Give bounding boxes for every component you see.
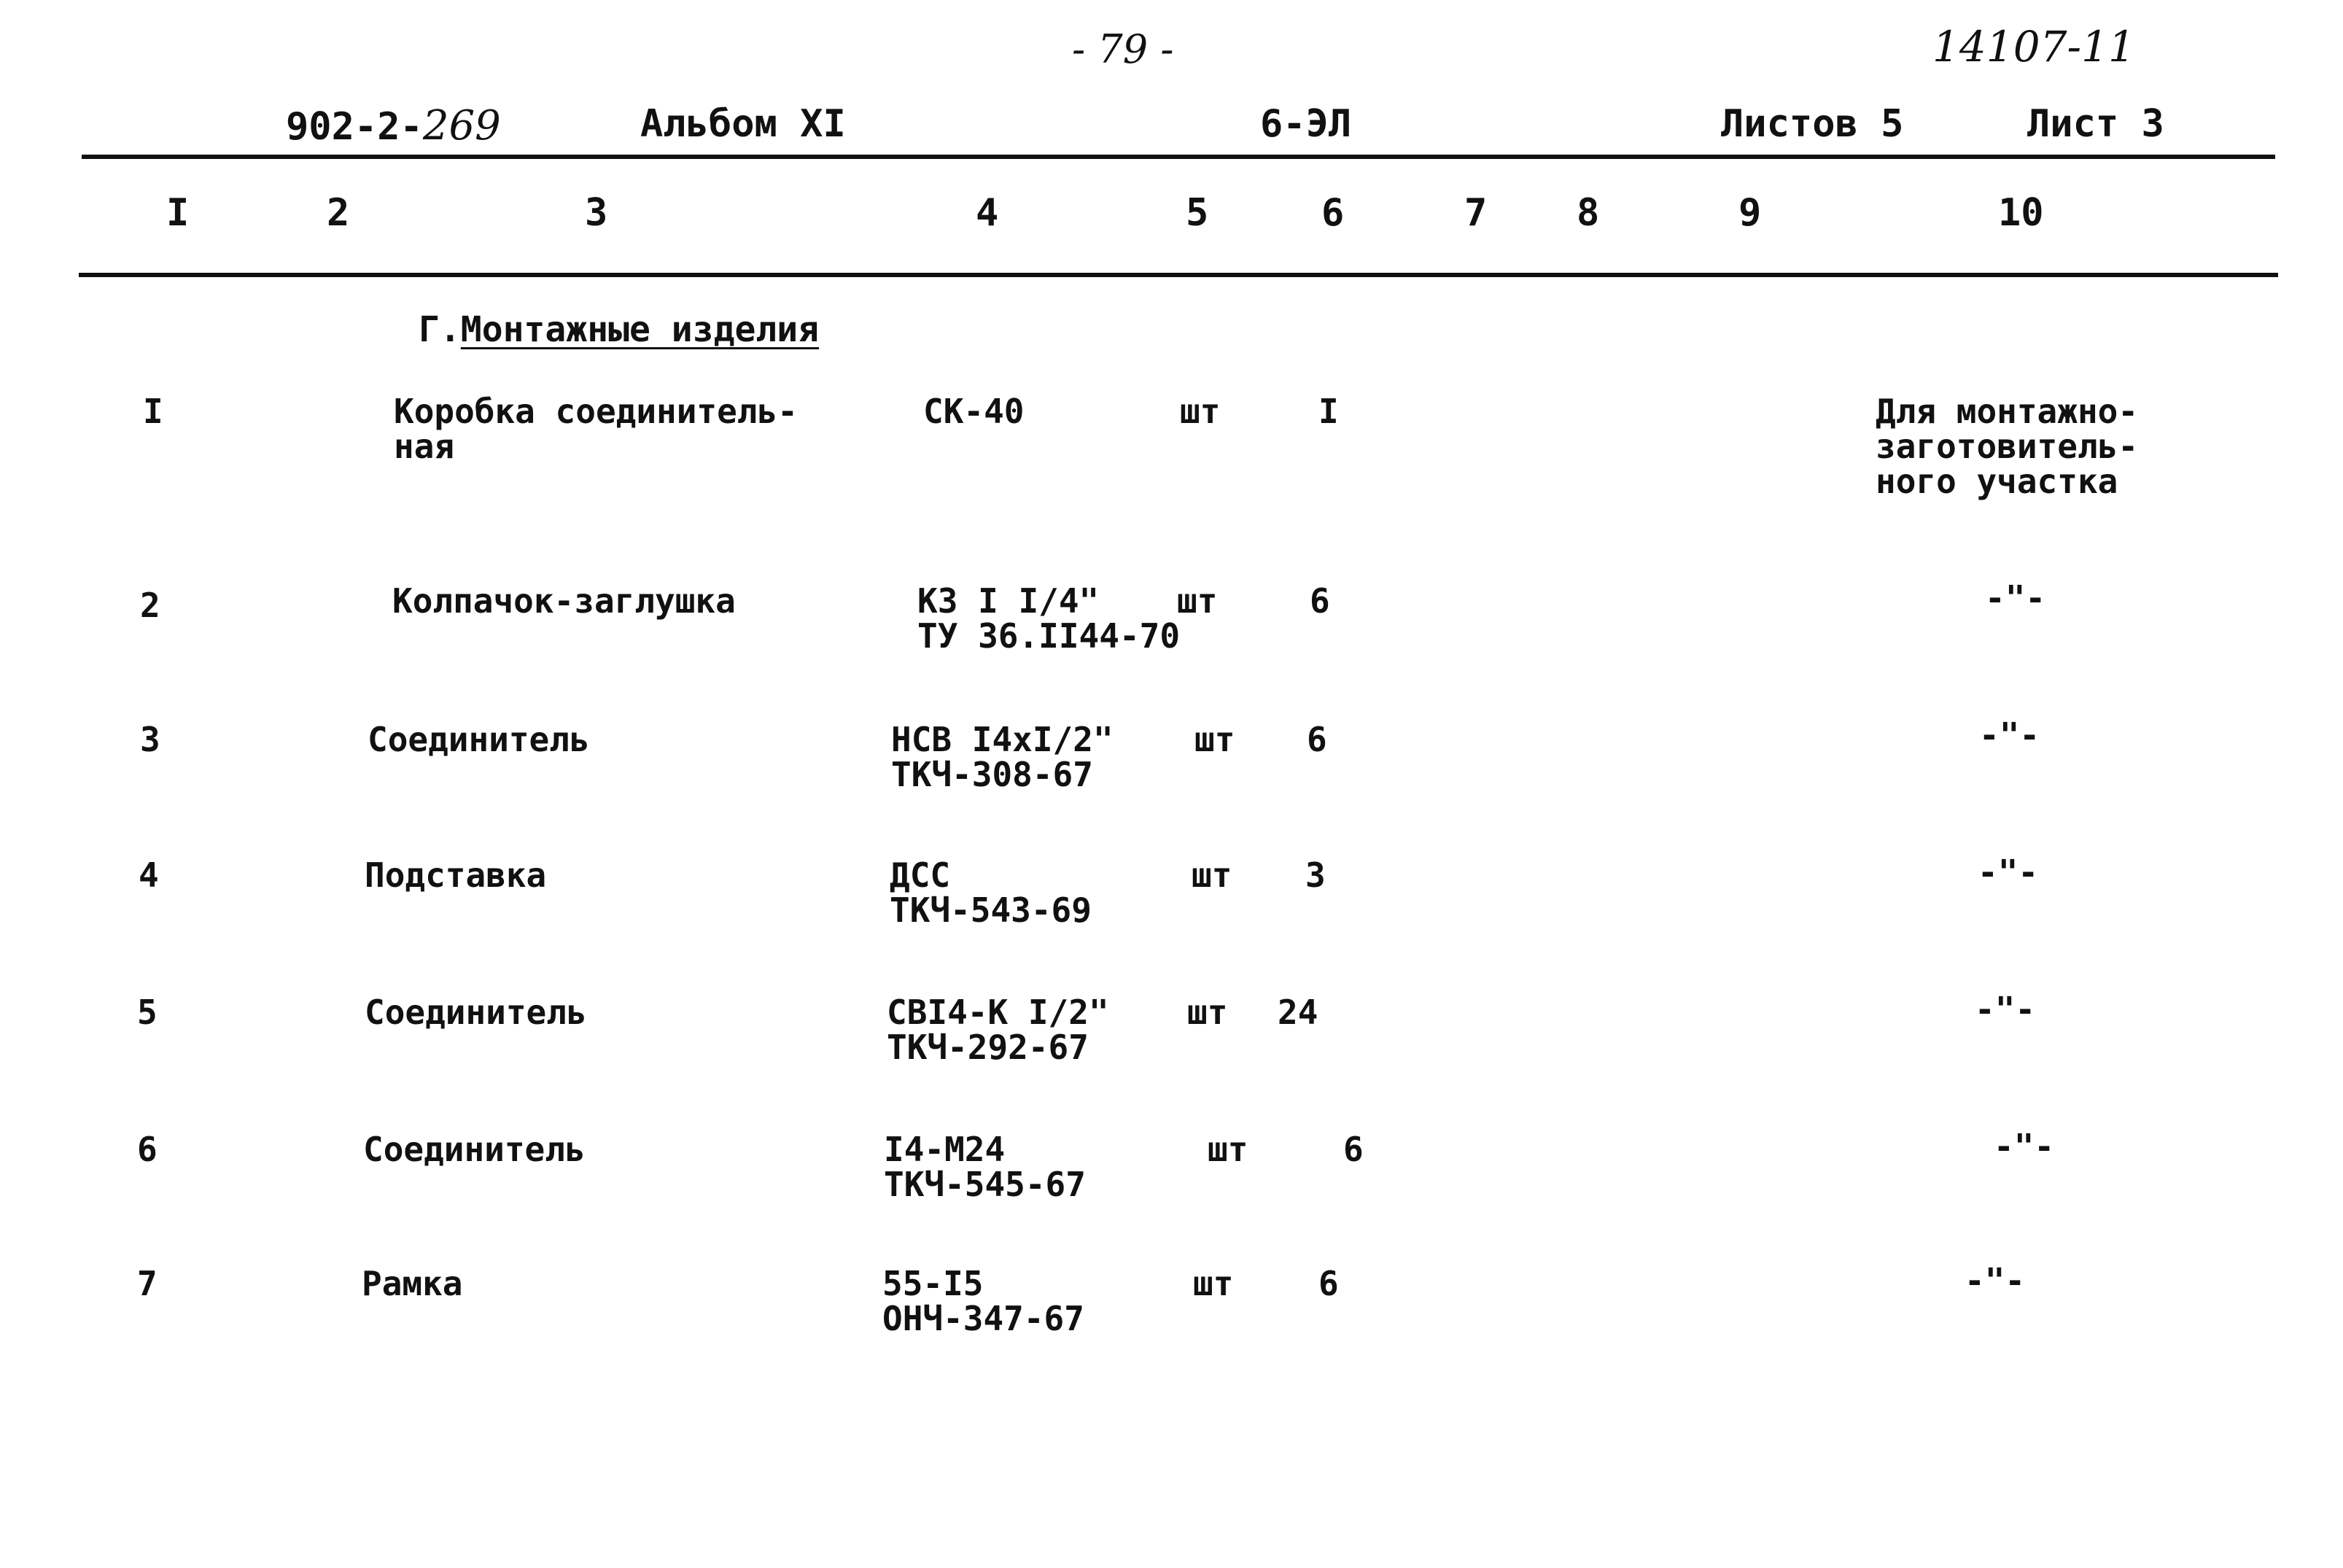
row-1-name: Коробка соединитель- ная bbox=[394, 392, 798, 466]
row-6-name: Соединитель bbox=[363, 1130, 586, 1169]
header-bottom-rule bbox=[79, 273, 2278, 277]
column-number-3: 3 bbox=[585, 191, 608, 235]
row-4-type: ДСС ТКЧ-543-69 bbox=[890, 855, 1092, 930]
row-6-number: 6 bbox=[137, 1130, 158, 1169]
row-2-unit: шт bbox=[1177, 581, 1218, 621]
header-top-rule bbox=[82, 155, 2275, 159]
column-number-2: 2 bbox=[327, 191, 350, 235]
row-3-type: НСВ I4xI/2" ТКЧ-308-67 bbox=[891, 720, 1114, 794]
row-1-quantity: I bbox=[1318, 392, 1339, 431]
row-7-unit: шт bbox=[1193, 1264, 1234, 1303]
album-label: Альбом XI bbox=[640, 102, 846, 146]
mark-label: 6-ЭЛ bbox=[1260, 102, 1352, 146]
row-5-type: СВI4-К I/2" ТКЧ-292-67 bbox=[887, 993, 1109, 1067]
row-4-number: 4 bbox=[139, 855, 159, 895]
row-2-note: -"- bbox=[1985, 578, 2046, 618]
row-3-note: -"- bbox=[1979, 715, 2040, 755]
row-7-type: 55-I5 ОНЧ-347-67 bbox=[882, 1264, 1084, 1338]
row-3-quantity: 6 bbox=[1307, 720, 1327, 759]
row-4-name: Подставка bbox=[365, 855, 547, 895]
column-number-7: 7 bbox=[1464, 191, 1488, 235]
row-1-unit: шт bbox=[1180, 392, 1221, 431]
column-number-10: 10 bbox=[1998, 191, 2044, 235]
row-5-unit: шт bbox=[1187, 993, 1228, 1032]
row-3-number: 3 bbox=[140, 720, 160, 759]
row-3-unit: шт bbox=[1194, 720, 1235, 759]
row-1-note: Для монтажно- заготовитель- ного участка bbox=[1876, 392, 2139, 501]
column-number-8: 8 bbox=[1577, 191, 1600, 235]
sheets-total: Листов 5 bbox=[1721, 102, 1904, 146]
document-code: 14107-11 bbox=[1932, 22, 2135, 71]
column-number-9: 9 bbox=[1738, 191, 1762, 235]
row-5-name: Соединитель bbox=[365, 993, 587, 1032]
row-6-unit: шт bbox=[1208, 1130, 1248, 1169]
row-6-type: I4-М24 ТКЧ-545-67 bbox=[884, 1130, 1086, 1204]
project-number bbox=[286, 102, 501, 150]
row-5-note: -"- bbox=[1975, 990, 2036, 1029]
row-6-note: -"- bbox=[1994, 1127, 2055, 1166]
project-handwritten: 269 bbox=[422, 102, 501, 150]
section-prefix: Г. bbox=[419, 309, 461, 350]
sheet-number: Лист 3 bbox=[2027, 102, 2164, 146]
row-2-type: КЗ I I/4" ТУ 36.II44-70 bbox=[917, 581, 1181, 656]
row-5-number: 5 bbox=[137, 993, 158, 1032]
row-2-quantity: 6 bbox=[1310, 581, 1330, 621]
row-2-name: Колпачок-заглушка bbox=[392, 581, 736, 621]
row-6-quantity: 6 bbox=[1343, 1130, 1364, 1169]
row-7-quantity: 6 bbox=[1318, 1264, 1339, 1303]
row-7-name: Рамка bbox=[362, 1264, 463, 1303]
column-number-6: 6 bbox=[1321, 191, 1345, 235]
project-prefix: 902-2- bbox=[286, 105, 423, 149]
row-2-number: 2 bbox=[140, 586, 160, 625]
row-1-type: СК-40 bbox=[923, 392, 1025, 431]
row-4-unit: шт bbox=[1192, 855, 1232, 895]
column-number-1: I bbox=[166, 191, 190, 235]
column-number-4: 4 bbox=[976, 191, 999, 235]
row-4-quantity: 3 bbox=[1305, 855, 1326, 895]
row-5-quantity: 24 bbox=[1278, 993, 1318, 1032]
row-1-number: I bbox=[143, 392, 163, 431]
section-heading bbox=[419, 309, 819, 350]
page-number: - 79 - bbox=[1072, 26, 1174, 72]
section-title: Монтажные изделия bbox=[460, 309, 820, 350]
row-7-number: 7 bbox=[137, 1264, 158, 1303]
column-number-5: 5 bbox=[1186, 191, 1209, 235]
row-4-note: -"- bbox=[1978, 853, 2039, 892]
row-7-note: -"- bbox=[1965, 1261, 2026, 1300]
row-3-name: Соединитель bbox=[368, 720, 590, 759]
